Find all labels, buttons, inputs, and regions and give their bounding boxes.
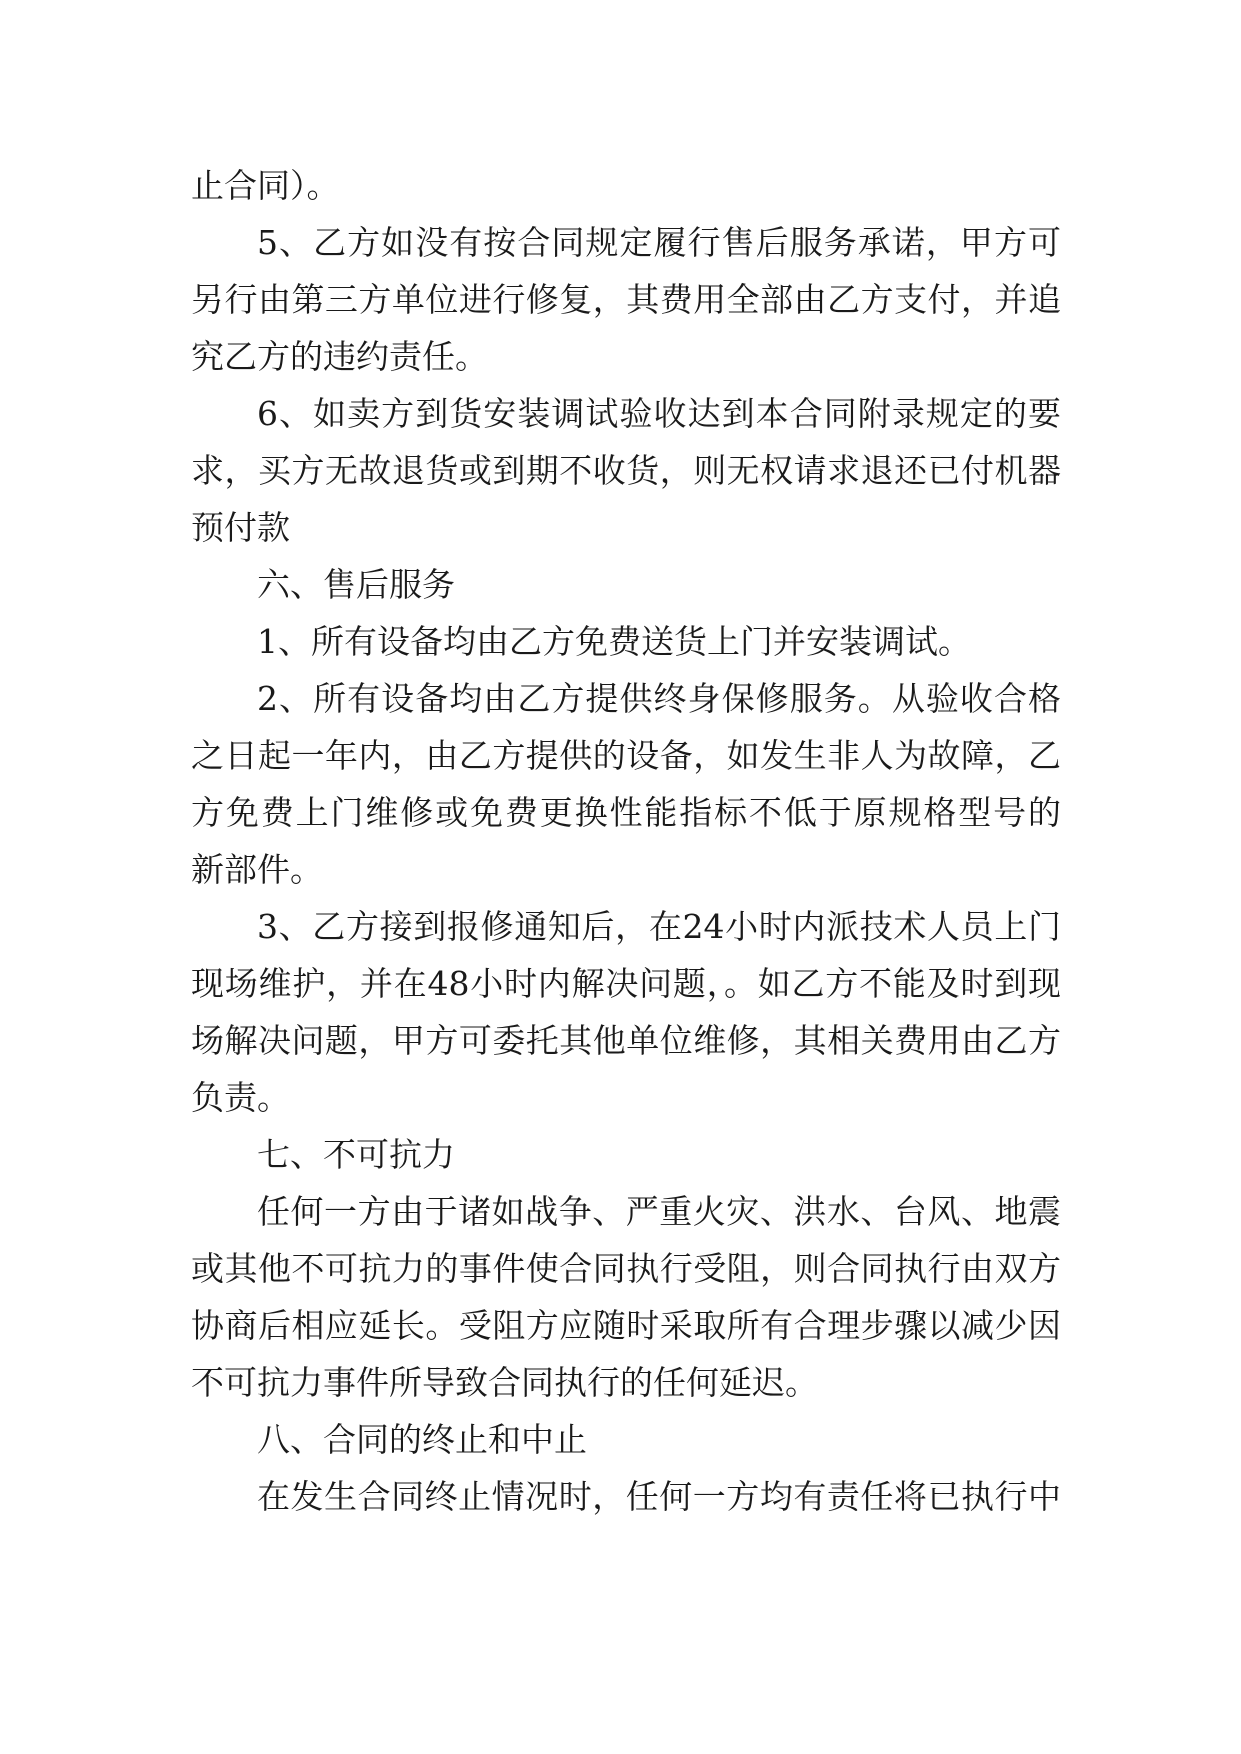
section-heading-after-sales [191, 556, 1061, 613]
text-line: 2、所有设备均由乙方提供终身保修服务。从验收合格 [257, 679, 1061, 718]
paragraph-service-1 [191, 613, 1061, 670]
heading-line: 六、售后服务 [257, 565, 455, 604]
text-line: 5、乙方如没有按合同规定履行售后服务承诺，甲方可 [257, 223, 1061, 262]
text-line: 求，买方无故退货或到期不收货，则无权请求退还已付机器 [191, 451, 1061, 490]
text-line: 现场维护，并在48小时内解决问题，。如乙方不能及时到现 [191, 964, 1061, 1003]
text-line: 之日起一年内，由乙方提供的设备，如发生非人为故障，乙 [191, 736, 1061, 775]
text-line: 另行由第三方单位进行修复，其费用全部由乙方支付，并追 [191, 280, 1061, 319]
text-line: 新部件。 [191, 850, 323, 889]
text-line: 6、如卖方到货安装调试验收达到本合同附录规定的要 [257, 394, 1061, 433]
text-line: 不可抗力事件所导致合同执行的任何延迟。 [191, 1363, 818, 1402]
paragraph-termination-continued [191, 157, 1061, 214]
text-line: 1、所有设备均由乙方免费送货上门并安装调试。 [257, 622, 971, 661]
text-line: 负责。 [191, 1078, 290, 1117]
text-line: 究乙方的违约责任。 [191, 337, 488, 376]
paragraph-service-2 [191, 670, 1061, 898]
text-line: 3、乙方接到报修通知后，在24小时内派技术人员上门 [257, 907, 1061, 946]
text-line: 协商后相应延长。受阻方应随时采取所有合理步骤以减少因 [191, 1306, 1061, 1345]
text-line: 止合同）。 [191, 166, 340, 205]
paragraph-clause-5 [191, 214, 1061, 385]
paragraph-termination [191, 1468, 1061, 1525]
text-line: 场解决问题，甲方可委托其他单位维修，其相关费用由乙方 [191, 1021, 1061, 1060]
paragraph-force-majeure [191, 1183, 1061, 1411]
text-line: 任何一方由于诸如战争、严重火灾、洪水、台风、地震 [257, 1192, 1061, 1231]
section-heading-force-majeure [191, 1126, 1061, 1183]
heading-line: 七、不可抗力 [257, 1135, 455, 1174]
document-body [191, 157, 1061, 1525]
text-line: 或其他不可抗力的事件使合同执行受阻，则合同执行由双方 [191, 1249, 1061, 1288]
paragraph-service-3 [191, 898, 1061, 1126]
paragraph-clause-6 [191, 385, 1061, 556]
section-heading-termination [191, 1411, 1061, 1468]
text-line: 在发生合同终止情况时，任何一方均有责任将已执行中 [257, 1477, 1061, 1516]
text-line: 预付款 [191, 508, 290, 547]
text-line: 方免费上门维修或免费更换性能指标不低于原规格型号的 [191, 793, 1061, 832]
heading-line: 八、合同的终止和中止 [257, 1420, 587, 1459]
